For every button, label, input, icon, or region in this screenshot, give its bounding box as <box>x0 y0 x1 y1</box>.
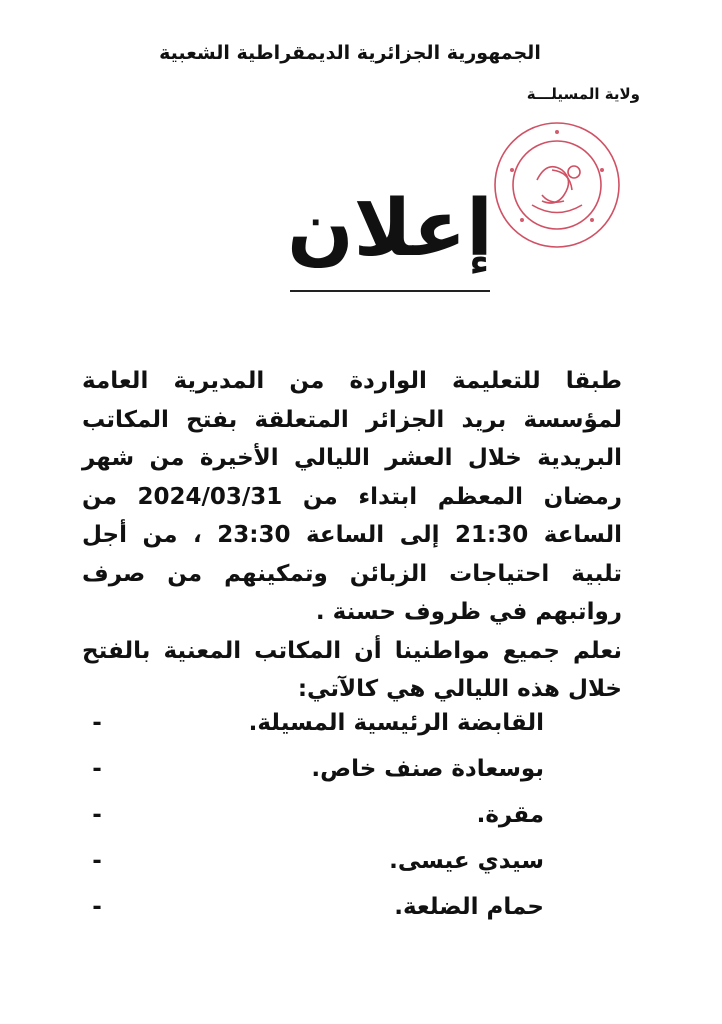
body-paragraph-1: طبقا للتعليمة الواردة من المديرية العامة لمؤسسة بريد الجزائر المتعلقة بفتح المكاتب البريدية خلال العشر الليالي الأخيرة من شهر رمضان المعظم ابتداء من 2024/03/31 من الساعة 21:30 إلى الساعة 23:30 ، من أجل تلبية احتياجات الزبائن وتمكينهم من صرف رواتبهم في ظروف حسنة . <box>82 368 623 625</box>
list-dash: - <box>92 802 102 828</box>
republic-header: الجمهورية الجزائرية الديمقراطية الشعبية <box>159 42 541 64</box>
list-dash: - <box>92 848 102 874</box>
list-item <box>82 838 622 884</box>
wilaya-label: ولاية المسيلـــة <box>526 85 640 103</box>
office-name: بوسعادة صنف خاص. <box>311 756 544 782</box>
office-name: مقرة. <box>476 802 544 828</box>
announcement-title: إعلان <box>287 184 493 274</box>
list-item <box>82 746 622 792</box>
title-underline <box>290 290 490 292</box>
list-item <box>82 792 622 838</box>
list-item <box>82 700 622 746</box>
official-stamp <box>482 110 632 260</box>
list-dash: - <box>92 894 102 920</box>
list-dash: - <box>92 756 102 782</box>
list-item <box>82 884 622 930</box>
list-dash: - <box>92 710 102 736</box>
office-name: حمام الضلعة. <box>394 894 544 920</box>
office-name: القابضة الرئيسية المسيلة. <box>248 710 544 736</box>
body-paragraph-2: نعلم جميع مواطنينا أن المكاتب المعنية بالفتح خلال هذه الليالي هي كالآتي: <box>82 637 622 702</box>
announcement-body <box>82 362 622 709</box>
office-list <box>82 700 622 930</box>
office-name: سيدي عيسى. <box>389 848 544 874</box>
